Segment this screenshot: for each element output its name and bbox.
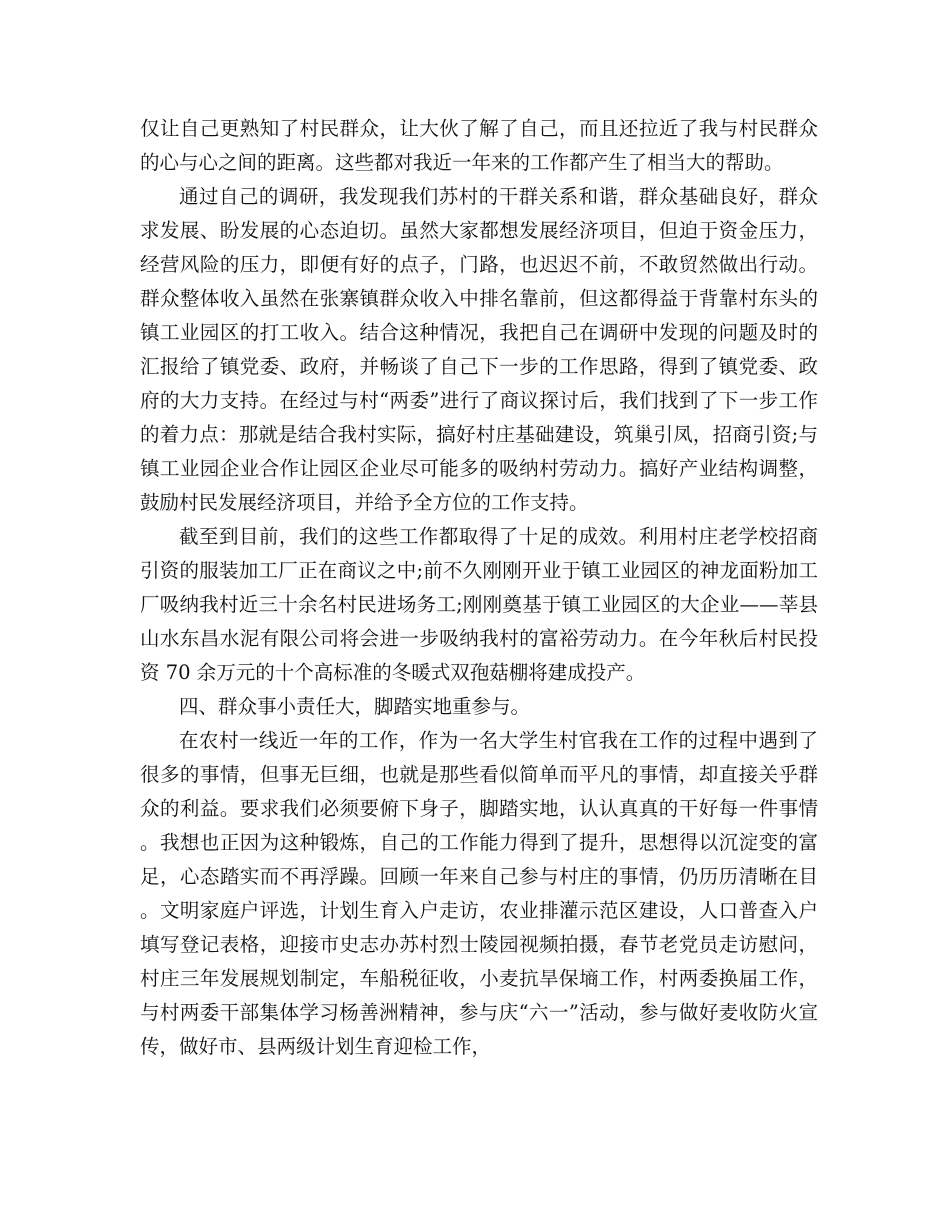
paragraph-1: 仅让自己更熟知了村民群众，让大伙了解了自己，而且还拉近了我与村民群众的心与心之间的距离。这些都对我近一年来的工作都产生了相当大的帮助。 xyxy=(140,117,818,174)
document-body xyxy=(140,112,818,1064)
paragraph-3: 截至到目前，我们的这些工作都取得了十足的成效。利用村庄老学校招商引资的服装加工厂正在商议之中;前不久刚刚开业于镇工业园区的神龙面粉加工厂吸纳我村近三十余名村民进场务工;刚刚奠基于镇工业园区的大企业——莘县山水东昌水泥有限公司将会进一步吸纳我村的富裕劳动力。在今年秋后村民投资 70 余万元的十个高标准的冬暖式双孢菇棚将建成投产。 xyxy=(140,525,818,684)
paragraph-5: 在农村一线近一年的工作，作为一名大学生村官我在工作的过程中遇到了很多的事情，但事无巨细，也就是那些看似简单而平凡的事情，却直接关乎群众的利益。要求我们必须要俯下身子，脚踏实地，认认真真的干好每一件事情。我想也正因为这种锻炼，自己的工作能力得到了提升，思想得以沉淀变的富足，心态踏实而不再浮躁。回顾一年来自己参与村庄的事情，仍历历清晰在目。文明家庭户评选，计划生育入户走访，农业排灌示范区建设，人口普查入户填写登记表格，迎接市史志办苏村烈士陵园视频拍摄，春节老党员走访慰问，村庄三年发展规划制定，车船税征收，小麦抗旱保墒工作，村两委换届工作，与村两委干部集体学习杨善洲精神，参与庆“六一”活动，参与做好麦收防火宣传，做好市、县两级计划生育迎检工作， xyxy=(140,729,818,1058)
paragraph-2: 通过自己的调研，我发现我们苏村的干群关系和谐，群众基础良好，群众求发展、盼发展的心态迫切。虽然大家都想发展经济项目，但迫于资金压力，经营风险的压力，即便有好的点子，门路，也迟迟不前，不敢贸然做出行动。群众整体收入虽然在张寨镇群众收入中排名靠前，但这都得益于背靠村东头的镇工业园区的打工收入。结合这种情况，我把自己在调研中发现的问题及时的汇报给了镇党委、政府，并畅谈了自己下一步的工作思路，得到了镇党委、政府的大力支持。在经过与村“两委”进行了商议探讨后，我们找到了下一步工作的着力点：那就是结合我村实际，搞好村庄基础建设，筑巢引凤，招商引资;与镇工业园企业合作让园区企业尽可能多的吸纳村劳动力。搞好产业结构调整，鼓励村民发展经济项目，并给予全方位的工作支持。 xyxy=(140,185,818,514)
section-heading-4: 四、群众事小责任大，脚踏实地重参与。 xyxy=(179,695,531,718)
